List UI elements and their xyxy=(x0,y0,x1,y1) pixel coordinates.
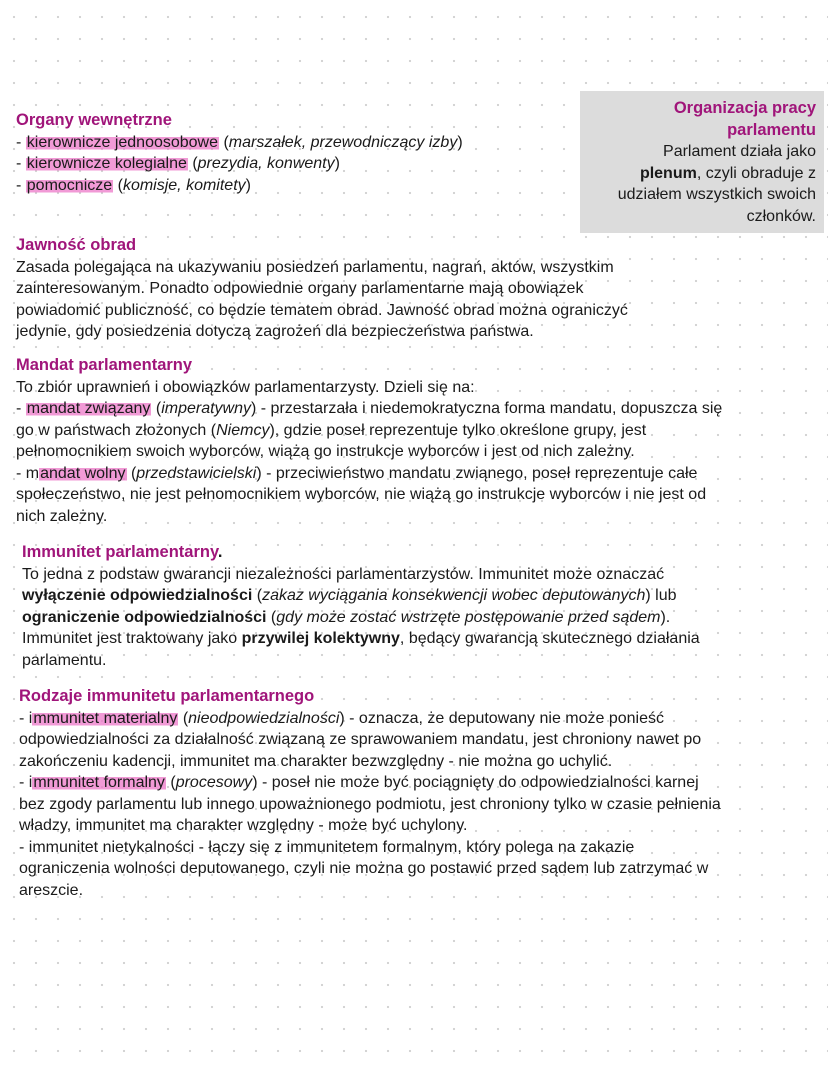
paragraph-line: Immunitet jest traktowany jako przywilej kolektywny, będący gwarancją skutecznego działania xyxy=(22,630,700,647)
paragraph-line: ograniczenie odpowiedzialności (gdy może zostać wstrzęte postępowanie przed sądem). xyxy=(22,608,671,626)
paragraph-line: Zasada polegająca na ukazywaniu posiedzeń parlamentu, nagrań, aktów, wszystkim xyxy=(16,258,614,276)
paragraph-line: społeczeństwo, nie jest pełnomocnikiem wyborców, nie wiążą go instrukcje wyborców i nie jest od xyxy=(16,486,707,503)
paragraph-line: parlamentu. xyxy=(22,651,107,669)
section-jawnosc xyxy=(16,235,628,343)
paragraph-line: To jedna z podstaw gwarancji niezależności parlamentarzystów. Immunitet może oznaczać xyxy=(22,565,665,583)
list-item: - kierownicze kolegialne (prezydia, konwenty) xyxy=(16,155,340,172)
paragraph-line: go w państwach złożonych (Niemcy), gdzie poseł reprezentuje tylko określone grupy, jest xyxy=(16,421,647,439)
sidebox-line: członków. xyxy=(746,207,816,225)
paragraph-line: pełnomocnikiem swoich wyborców, wiążą go instrukcje wyborców i jest od nich zależny. xyxy=(16,443,635,460)
paragraph-line: władzy, immunitet ma charakter względny - może być uchylony. xyxy=(19,817,468,834)
paragraph-line: - mandat wolny (przedstawicielski) - przeciwieństwo mandatu zwiąnego, poseł reprezentuje całe xyxy=(16,464,698,482)
paragraph-line: jedynie, gdy posiedzenia dotyczą zagrożeń dla bezpieczeństwa państwa. xyxy=(16,323,534,340)
section-title-immunitet: Immunitet parlamentarny. xyxy=(22,543,223,561)
paragraph-line: zainteresowanym. Ponadto odpowiednie organy parlamentarne mają obowiązek xyxy=(16,280,584,297)
paragraph-line: - immunitet materialny (nieodpowiedzialności) - oznacza, że deputowany nie może ponieść xyxy=(19,709,664,727)
list-item: - pomocnicze (komisje, komitety) xyxy=(16,176,251,194)
list-item: - kierownicze jednoosobowe (marszałek, przewodniczący izby) xyxy=(16,133,463,151)
section-title-jawnosc: Jawność obrad xyxy=(16,236,137,254)
paragraph-line: - mandat związany (imperatywny) - przestarzała i niedemokratyczna forma mandatu, dopuszcza się xyxy=(16,400,723,417)
highlight: pomocnicze xyxy=(26,176,113,194)
sidebox-organizacja xyxy=(580,91,824,233)
paragraph-line: - immunitet formalny (procesowy) - poseł nie może być pociągnięty do odpowiedzialności karnej xyxy=(19,774,699,791)
highlight: kierownicze kolegialne xyxy=(26,155,187,172)
highlight: kierownicze jednoosobowe xyxy=(26,133,219,151)
sidebox-line: Parlament działa jako xyxy=(663,143,816,160)
sidebox-title-2: parlamentu xyxy=(727,120,816,139)
highlight: andat wolny xyxy=(40,464,126,482)
paragraph-line: areszcie. xyxy=(19,881,84,899)
paragraph-line: bez zgody parlamentu lub innego upoważnionego podmiotu, jest chroniony tylko w czasie pełnienia xyxy=(19,795,721,813)
section-immunitet xyxy=(22,542,700,671)
highlight: mmunitet materialny xyxy=(33,709,178,727)
highlight: mandat związany xyxy=(26,400,151,417)
section-organy xyxy=(16,110,463,196)
section-title-rodzaje: Rodzaje immunitetu parlamentarnego xyxy=(19,687,315,705)
sidebox-line: udziałem wszystkich swoich xyxy=(617,186,816,203)
sidebox-line: plenum, czyli obraduje z xyxy=(639,164,816,182)
sidebox-title: Organizacja pracy xyxy=(673,99,816,117)
highlight: mmunitet formalny xyxy=(33,774,165,791)
paragraph-line: wyłączenie odpowiedzialności (zakaz wyciągania konsekwencji wobec deputowanych) lub xyxy=(22,587,677,604)
section-mandat xyxy=(16,355,722,527)
paragraph-line: nich zależny. xyxy=(16,507,108,525)
section-title-mandat: Mandat parlamentarny xyxy=(16,356,193,374)
paragraph-line: powiadomić publiczność, co będzie tematem obrad. Jawność obrad można ograniczyć xyxy=(16,301,628,319)
section-rodzaje xyxy=(19,686,721,901)
paragraph-line: - immunitet nietykalności - łączy się z immunitetem formalnym, który polega na zakazie xyxy=(19,838,635,856)
paragraph-line: ograniczenia wolności deputowanego, czyli nie można go postawić przed sądem lub zatrzymać w xyxy=(19,860,709,877)
paragraph-line: odpowiedzialności za działalność związaną ze sprawowaniem mandatu, jest chroniony nawet po xyxy=(19,731,702,748)
section-title-organy: Organy wewnętrzne xyxy=(16,111,172,129)
paragraph-line: zakończeniu kadencji, immunitet ma charakter bezwzględny - nie można go uchylić. xyxy=(19,752,613,770)
paragraph-line: To zbiór uprawnień i obowiązków parlamentarzysty. Dzieli się na: xyxy=(16,378,475,396)
